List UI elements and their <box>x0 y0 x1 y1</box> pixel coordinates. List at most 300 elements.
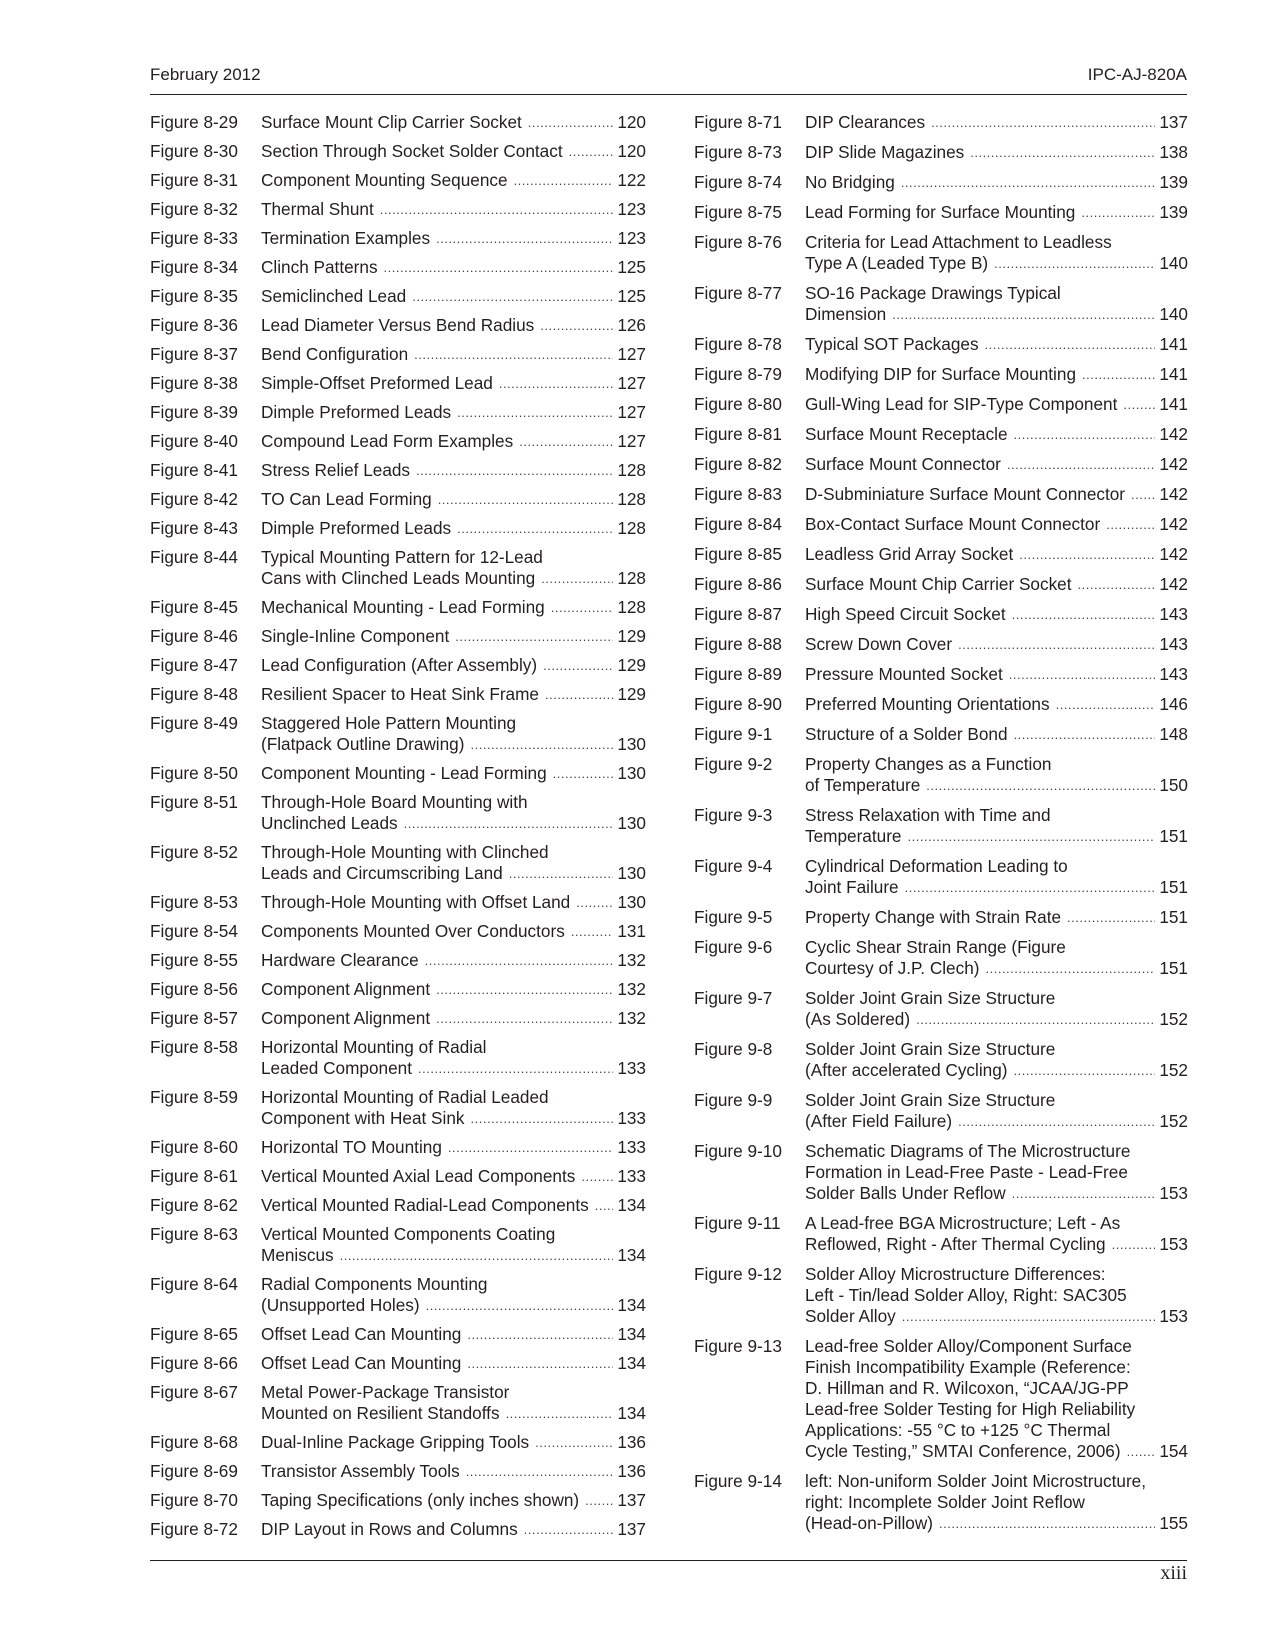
toc-entry <box>150 1353 646 1374</box>
toc-entry <box>150 950 646 971</box>
figure-number: Figure 8-62 <box>150 1195 238 1215</box>
toc-entry <box>694 988 1188 1030</box>
figure-number: Figure 8-36 <box>150 315 238 335</box>
page-reference: 123 <box>617 199 646 219</box>
figure-number: Figure 9-12 <box>694 1264 782 1284</box>
figure-title-line: A Lead-free BGA Microstructure; Left - As <box>805 1213 1121 1233</box>
page-reference: 142 <box>1159 424 1188 444</box>
figure-number: Figure 8-80 <box>694 394 782 414</box>
toc-entry <box>694 283 1188 325</box>
toc-entry <box>694 484 1188 505</box>
figure-title <box>805 232 1188 274</box>
figure-title <box>261 431 646 452</box>
figure-title <box>805 1090 1188 1132</box>
dot-leader <box>509 863 614 884</box>
figure-title-line: Typical Mounting Pattern for 12-Lead <box>261 547 543 567</box>
figure-title-line: Solder Alloy <box>805 1306 896 1326</box>
figure-title-line: DIP Layout in Rows and Columns <box>261 1519 518 1539</box>
page-reference: 129 <box>617 626 646 646</box>
page-reference: 134 <box>617 1295 646 1315</box>
dot-leader <box>901 172 1156 193</box>
toc-entry <box>150 199 646 220</box>
figure-title <box>261 892 646 913</box>
figure-title-line: Solder Joint Grain Size Structure <box>805 1090 1056 1110</box>
figure-number: Figure 8-40 <box>150 431 238 451</box>
figure-title-line: SO-16 Package Drawings Typical <box>805 283 1061 303</box>
dot-leader <box>958 1111 1155 1132</box>
figure-number: Figure 8-85 <box>694 544 782 564</box>
toc-entry <box>150 921 646 942</box>
left-figure-list <box>150 112 646 1548</box>
figure-number: Figure 8-64 <box>150 1274 238 1294</box>
dot-leader <box>905 877 1156 898</box>
dot-leader <box>416 460 613 481</box>
page-reference: 130 <box>617 734 646 754</box>
figure-title <box>261 597 646 618</box>
toc-entry <box>150 315 646 336</box>
figure-title <box>261 518 646 539</box>
figure-number: Figure 9-6 <box>694 937 773 957</box>
figure-number: Figure 8-29 <box>150 112 238 132</box>
dot-leader <box>926 775 1155 796</box>
figure-number: Figure 8-49 <box>150 713 238 733</box>
toc-entry <box>694 454 1188 475</box>
figure-number: Figure 8-86 <box>694 574 782 594</box>
dot-leader <box>1007 454 1155 475</box>
page-reference: 128 <box>617 597 646 617</box>
figure-number: Figure 8-48 <box>150 684 238 704</box>
toc-entry <box>694 394 1188 415</box>
figure-title <box>261 655 646 676</box>
figure-title <box>805 1336 1188 1462</box>
page-reference: 123 <box>617 228 646 248</box>
figure-title-line: Structure of a Solder Bond <box>805 724 1008 744</box>
figure-number: Figure 8-71 <box>694 112 782 132</box>
figure-title-line: right: Incomplete Solder Joint Reflow <box>805 1492 1085 1512</box>
figure-number: Figure 8-42 <box>150 489 238 509</box>
dot-leader <box>457 402 613 423</box>
toc-entry <box>694 907 1188 928</box>
page-reference: 134 <box>617 1245 646 1265</box>
dot-leader <box>970 142 1155 163</box>
figure-title <box>261 315 646 336</box>
toc-entry <box>150 1166 646 1187</box>
figure-title <box>805 364 1188 385</box>
toc-entry <box>694 172 1188 193</box>
dot-leader <box>569 141 614 162</box>
dot-leader <box>1123 394 1155 415</box>
figure-title-line: Preferred Mounting Orientations <box>805 694 1050 714</box>
figure-number: Figure 8-74 <box>694 172 782 192</box>
figure-title-line: Leads and Circumscribing Land <box>261 863 503 883</box>
figure-number: Figure 9-5 <box>694 907 773 927</box>
dot-leader <box>340 1245 614 1266</box>
figure-title <box>261 1490 646 1511</box>
figure-title-line: Meniscus <box>261 1245 334 1265</box>
figure-title-line: Unclinched Leads <box>261 813 398 833</box>
figure-title-line: (Unsupported Holes) <box>261 1295 420 1315</box>
page-reference: 126 <box>617 315 646 335</box>
toc-entry <box>150 684 646 705</box>
toc-entry <box>150 1382 646 1424</box>
page-reference: 142 <box>1159 454 1188 474</box>
toc-entry <box>150 1324 646 1345</box>
dot-leader <box>985 334 1156 355</box>
figure-title-line: Lead Forming for Surface Mounting <box>805 202 1076 222</box>
figure-title <box>805 856 1188 898</box>
figure-number: Figure 8-68 <box>150 1432 238 1452</box>
dot-leader <box>994 253 1155 274</box>
figure-title <box>805 1471 1188 1534</box>
figure-title-line: Reflowed, Right - After Thermal Cycling <box>805 1234 1106 1254</box>
figure-title-line: Joint Failure <box>805 877 899 897</box>
page-reference: 153 <box>1159 1306 1188 1326</box>
figure-title-line: Through-Hole Board Mounting with <box>261 792 528 812</box>
figure-title <box>261 547 646 589</box>
figure-title <box>261 1382 646 1424</box>
page-reference: 125 <box>617 257 646 277</box>
toc-entry <box>150 547 646 589</box>
figure-title-line: Surface Mount Chip Carrier Socket <box>805 574 1072 594</box>
toc-entry <box>150 1461 646 1482</box>
figure-title <box>805 172 1188 193</box>
figure-title-line: Lead Diameter Versus Bend Radius <box>261 315 535 335</box>
toc-entry <box>694 1264 1188 1327</box>
figure-number: Figure 9-8 <box>694 1039 773 1059</box>
figure-title <box>261 763 646 784</box>
figure-title <box>805 142 1188 163</box>
dot-leader <box>466 1461 614 1482</box>
figure-title-line: Horizontal Mounting of Radial Leaded <box>261 1087 549 1107</box>
figure-title-line: Vertical Mounted Components Coating <box>261 1224 556 1244</box>
figure-title-line: Clinch Patterns <box>261 257 378 277</box>
figure-title-line: Through-Hole Mounting with Offset Land <box>261 892 571 912</box>
figure-title-line: Leaded Component <box>261 1058 412 1078</box>
toc-entry <box>694 1141 1188 1204</box>
dot-leader <box>541 568 613 589</box>
figure-title <box>805 694 1188 715</box>
figure-title <box>261 1274 646 1316</box>
figure-title <box>261 792 646 834</box>
dot-leader <box>1012 604 1156 625</box>
figure-number: Figure 9-2 <box>694 754 773 774</box>
figure-number: Figure 8-66 <box>150 1353 238 1373</box>
figure-number: Figure 8-90 <box>694 694 782 714</box>
page-reference: 122 <box>617 170 646 190</box>
figure-title <box>805 724 1188 745</box>
toc-entry <box>150 170 646 191</box>
page-reference: 129 <box>617 655 646 675</box>
toc-entry <box>694 664 1188 685</box>
dot-leader <box>1014 424 1156 445</box>
figure-number: Figure 8-76 <box>694 232 782 252</box>
dot-leader <box>1014 724 1156 745</box>
page-reference: 148 <box>1159 724 1188 744</box>
figure-number: Figure 8-55 <box>150 950 238 970</box>
figure-title <box>805 424 1188 445</box>
figure-title <box>261 228 646 249</box>
dot-leader <box>384 257 614 278</box>
figure-number: Figure 8-81 <box>694 424 782 444</box>
figure-title-line: Through-Hole Mounting with Clinched <box>261 842 549 862</box>
figure-title-line: Compound Lead Form Examples <box>261 431 514 451</box>
dot-leader <box>1081 202 1155 223</box>
dot-leader <box>528 112 614 133</box>
figure-title <box>805 1213 1188 1255</box>
figure-title <box>261 921 646 942</box>
figure-number: Figure 8-43 <box>150 518 238 538</box>
figure-title <box>261 373 646 394</box>
page-reference: 130 <box>617 813 646 833</box>
figure-title <box>805 112 1188 133</box>
page-reference: 133 <box>617 1166 646 1186</box>
dot-leader <box>1106 514 1155 535</box>
header-date: February 2012 <box>150 65 261 84</box>
page-reference: 133 <box>617 1108 646 1128</box>
figure-title <box>261 1224 646 1266</box>
page-reference: 127 <box>617 373 646 393</box>
page-reference: 133 <box>617 1058 646 1078</box>
figure-title <box>805 907 1188 928</box>
toc-entry <box>694 724 1188 745</box>
figure-title <box>261 460 646 481</box>
figure-number: Figure 8-47 <box>150 655 238 675</box>
figure-title-line: Offset Lead Can Mounting <box>261 1324 462 1344</box>
dot-leader <box>524 1519 614 1540</box>
figure-title <box>805 988 1188 1030</box>
dot-leader <box>436 979 613 1000</box>
figure-title <box>261 402 646 423</box>
figure-title-line: Radial Components Mounting <box>261 1274 488 1294</box>
figure-title <box>261 344 646 365</box>
dot-leader <box>412 286 613 307</box>
dot-leader <box>545 684 613 705</box>
figure-number: Figure 8-54 <box>150 921 238 941</box>
figure-title <box>261 842 646 884</box>
figure-title <box>261 1137 646 1158</box>
dot-leader <box>902 1306 1156 1327</box>
dot-leader <box>1019 544 1155 565</box>
toc-entry <box>694 202 1188 223</box>
page-reference: 152 <box>1159 1009 1188 1029</box>
figure-title <box>805 544 1188 565</box>
figure-title-line: Staggered Hole Pattern Mounting <box>261 713 517 733</box>
dot-leader <box>585 1490 613 1511</box>
figure-title-line: Cyclic Shear Strain Range (Figure <box>805 937 1066 957</box>
figure-title-line: Cycle Testing,” SMTAI Conference, 2006) <box>805 1441 1121 1461</box>
figure-title-line: Cans with Clinched Leads Mounting <box>261 568 536 588</box>
figure-title <box>261 489 646 510</box>
figure-number: Figure 9-4 <box>694 856 773 876</box>
figure-title-line: Surface Mount Receptacle <box>805 424 1008 444</box>
figure-title-line: Surface Mount Connector <box>805 454 1001 474</box>
page-reference: 134 <box>617 1403 646 1423</box>
figure-title <box>805 334 1188 355</box>
figure-number: Figure 8-52 <box>150 842 238 862</box>
dot-leader <box>986 958 1156 979</box>
toc-entry <box>694 574 1188 595</box>
toc-entry <box>150 431 646 452</box>
page-reference: 141 <box>1159 394 1188 414</box>
page-reference: 132 <box>617 1008 646 1028</box>
page-reference: 120 <box>617 141 646 161</box>
page-reference: 120 <box>617 112 646 132</box>
page-reference: 127 <box>617 344 646 364</box>
toc-entry <box>150 1224 646 1266</box>
dot-leader <box>426 1295 614 1316</box>
figure-title <box>261 257 646 278</box>
figure-title-line: Solder Alloy Microstructure Differences: <box>805 1264 1106 1284</box>
page-reference: 143 <box>1159 664 1188 684</box>
figure-title <box>261 1195 646 1216</box>
page-reference: 152 <box>1159 1060 1188 1080</box>
figure-title-line: (Flatpack Outline Drawing) <box>261 734 465 754</box>
figure-number: Figure 9-7 <box>694 988 773 1008</box>
figure-title-line: Solder Joint Grain Size Structure <box>805 1039 1056 1059</box>
dot-leader <box>571 921 614 942</box>
figure-number: Figure 8-39 <box>150 402 238 422</box>
figure-number: Figure 9-9 <box>694 1090 773 1110</box>
figure-title <box>805 754 1188 796</box>
figure-title-line: Semiclinched Lead <box>261 286 407 306</box>
page-reference: 151 <box>1159 877 1188 897</box>
figure-number: Figure 9-3 <box>694 805 773 825</box>
figure-title <box>805 574 1188 595</box>
dot-leader <box>931 112 1155 133</box>
figure-title <box>261 1519 646 1540</box>
page-reference: 153 <box>1159 1234 1188 1254</box>
figure-title-line: Applications: -55 °C to +125 °C Thermal <box>805 1420 1111 1440</box>
figure-title <box>261 1461 646 1482</box>
figure-title-line: Hardware Clearance <box>261 950 419 970</box>
dot-leader <box>595 1195 614 1216</box>
footer-rule <box>150 1560 1187 1561</box>
figure-title-line: Dual-Inline Package Gripping Tools <box>261 1432 530 1452</box>
figure-title <box>261 979 646 1000</box>
figure-title-line: Single-Inline Component <box>261 626 450 646</box>
page-reference: 141 <box>1159 334 1188 354</box>
toc-entry <box>150 713 646 755</box>
dot-leader <box>1112 1234 1156 1255</box>
toc-entry <box>150 763 646 784</box>
figure-title <box>805 394 1188 415</box>
figure-number: Figure 8-44 <box>150 547 238 567</box>
page-reference: 143 <box>1159 604 1188 624</box>
figure-number: Figure 8-58 <box>150 1037 238 1057</box>
figure-number: Figure 8-41 <box>150 460 238 480</box>
toc-entry <box>694 142 1188 163</box>
toc-entry <box>150 460 646 481</box>
header-rule <box>150 94 1187 95</box>
page-reference: 139 <box>1159 172 1188 192</box>
page-reference: 151 <box>1159 907 1188 927</box>
dot-leader <box>908 826 1156 847</box>
figure-title-line: Cylindrical Deformation Leading to <box>805 856 1068 876</box>
figure-title-line: Solder Joint Grain Size Structure <box>805 988 1056 1008</box>
figure-title-line: Vertical Mounted Radial-Lead Components <box>261 1195 589 1215</box>
figure-title-line: TO Can Lead Forming <box>261 489 432 509</box>
toc-entry <box>694 112 1188 133</box>
figure-title-line: Offset Lead Can Mounting <box>261 1353 462 1373</box>
dot-leader <box>436 1008 613 1029</box>
figure-number: Figure 8-73 <box>694 142 782 162</box>
figure-title-line: Horizontal Mounting of Radial <box>261 1037 487 1057</box>
figure-number: Figure 9-11 <box>694 1213 781 1233</box>
figure-number: Figure 9-1 <box>694 724 773 744</box>
toc-entry <box>694 364 1188 385</box>
figure-title-line: Dimension <box>805 304 887 324</box>
figure-number: Figure 8-38 <box>150 373 238 393</box>
figure-title <box>261 199 646 220</box>
figure-title-line: Typical SOT Packages <box>805 334 979 354</box>
figure-number: Figure 8-37 <box>150 344 238 364</box>
page-reference: 154 <box>1159 1441 1188 1461</box>
dot-leader <box>455 626 613 647</box>
figure-title-line: Vertical Mounted Axial Lead Components <box>261 1166 576 1186</box>
toc-entry <box>150 402 646 423</box>
figure-title-line: Transistor Assembly Tools <box>261 1461 460 1481</box>
figure-title <box>261 112 646 133</box>
figure-title-line: Gull-Wing Lead for SIP-Type Component <box>805 394 1118 414</box>
page-reference: 133 <box>617 1137 646 1157</box>
figure-number: Figure 8-70 <box>150 1490 238 1510</box>
figure-title-line: Dimple Preformed Leads <box>261 402 452 422</box>
dot-leader <box>1127 1441 1156 1462</box>
toc-entry <box>150 489 646 510</box>
dot-leader <box>414 344 613 365</box>
figure-title-line: Bend Configuration <box>261 344 409 364</box>
figure-title-line: left: Non-uniform Solder Joint Microstructure, <box>805 1471 1147 1491</box>
dot-leader <box>436 228 613 249</box>
toc-entry <box>150 228 646 249</box>
toc-entry <box>694 1336 1188 1462</box>
toc-entry <box>694 424 1188 445</box>
toc-entry <box>694 1090 1188 1132</box>
toc-entry <box>150 1490 646 1511</box>
page-header <box>150 62 1187 90</box>
figure-title <box>805 1141 1188 1204</box>
toc-entry <box>694 514 1188 535</box>
figure-title-line: Lead Configuration (After Assembly) <box>261 655 538 675</box>
toc-entry <box>694 1471 1188 1534</box>
toc-entry <box>150 373 646 394</box>
page-reference: 134 <box>617 1324 646 1344</box>
figure-title-line: Modifying DIP for Surface Mounting <box>805 364 1076 384</box>
toc-entry <box>150 1195 646 1216</box>
figure-title-line: Property Change with Strain Rate <box>805 907 1062 927</box>
figure-title <box>261 1353 646 1374</box>
dot-leader <box>1067 907 1155 928</box>
figure-title-line: Schematic Diagrams of The Microstructure <box>805 1141 1131 1161</box>
figure-number: Figure 8-84 <box>694 514 782 534</box>
figure-title-line: Component Mounting Sequence <box>261 170 508 190</box>
toc-entry <box>150 1008 646 1029</box>
page-reference: 134 <box>617 1195 646 1215</box>
figure-number: Figure 8-57 <box>150 1008 238 1028</box>
page-reference: 132 <box>617 950 646 970</box>
toc-entry <box>150 257 646 278</box>
figure-title-line: Component Mounting - Lead Forming <box>261 763 547 783</box>
figure-title <box>261 626 646 647</box>
header-document-id: IPC-AJ-820A <box>1087 65 1187 84</box>
dot-leader <box>1014 1060 1156 1081</box>
toc-entry <box>694 805 1188 847</box>
figure-title <box>261 141 646 162</box>
figure-number: Figure 8-87 <box>694 604 782 624</box>
figure-title-line: (As Soldered) <box>805 1009 911 1029</box>
figure-title-line: D. Hillman and R. Wilcoxon, “JCAA/JG-PP <box>805 1378 1129 1398</box>
figure-number: Figure 8-53 <box>150 892 238 912</box>
